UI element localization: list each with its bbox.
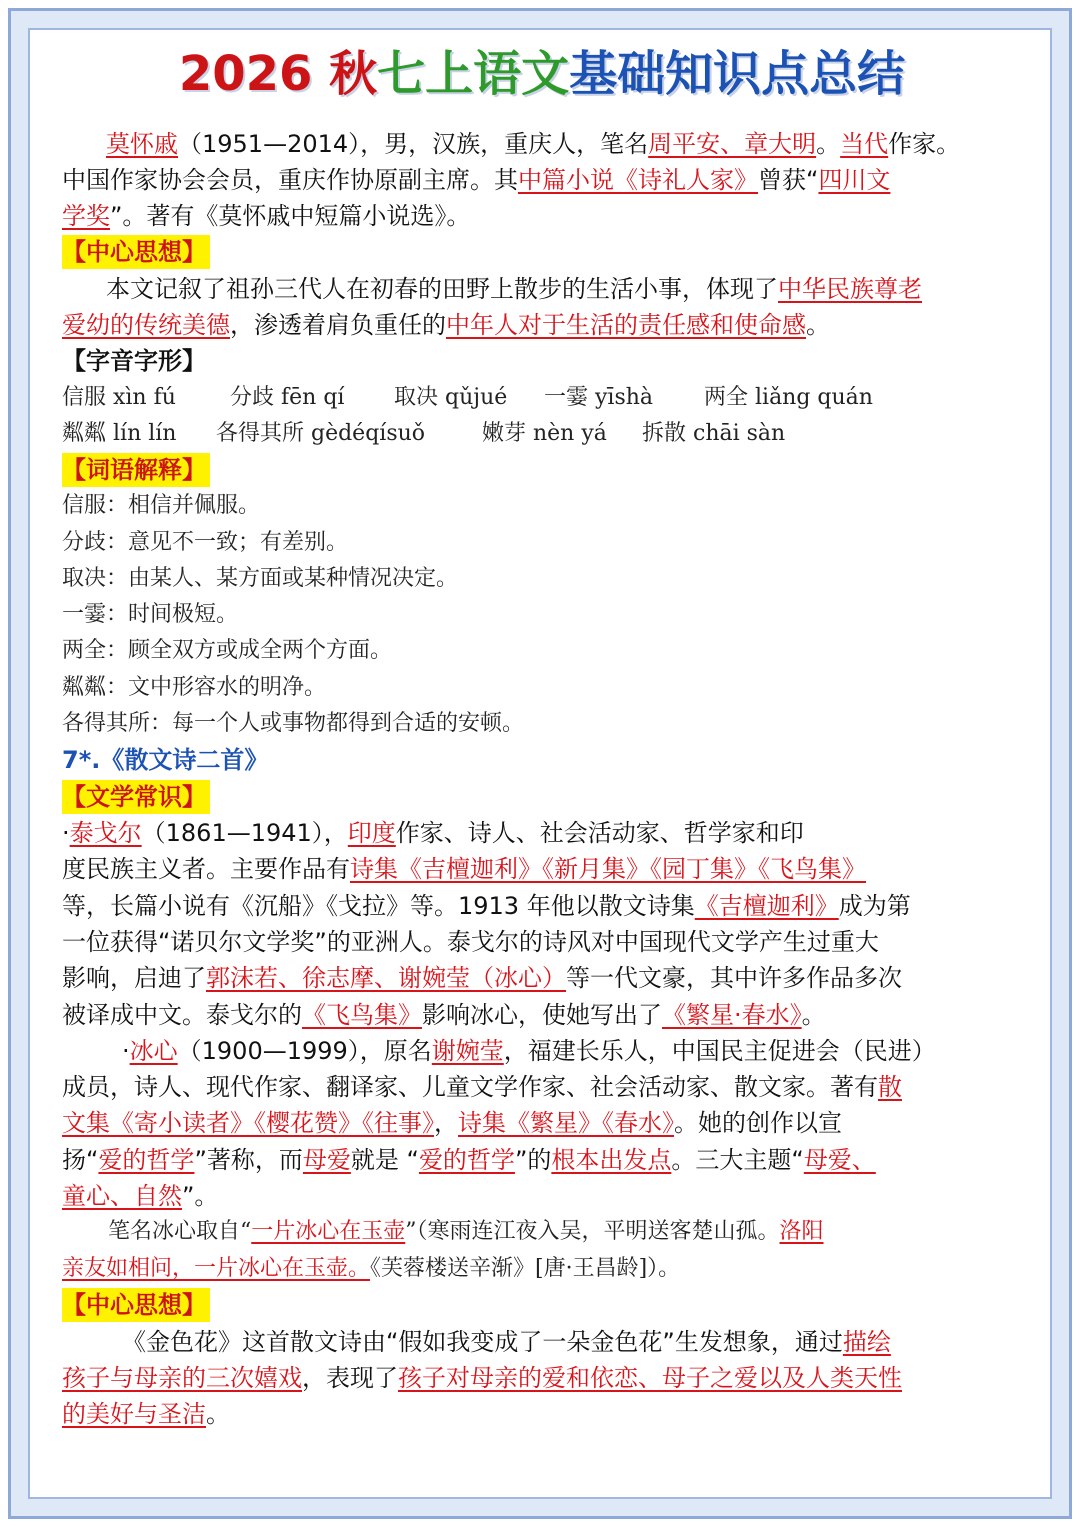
text: 本文记叙了祖孙三代人在初春的田野上散步的生活小事，体现了 [106,275,778,303]
text: 影响冰心，使她写出了 [422,1001,662,1029]
text: 一位获得“诺贝尔文学奖”的亚洲人。泰戈尔的诗风对中国现代文学产生过重大 [62,928,879,956]
highlight: 描绘 [842,1328,891,1356]
section-heading-center-2 [62,1287,1022,1323]
bingxin-line-4 [62,1142,1022,1178]
bingxin-line-3 [62,1105,1022,1141]
text: 被译成中文。泰戈尔的 [62,1001,302,1029]
text: 作家、诗人、社会活动家、哲学家和印 [395,819,804,847]
text: 等一代文豪，其中许多作品多次 [566,964,902,992]
author-text: （1951—2014），男，汉族，重庆人，笔名 [178,130,649,158]
lesson-title: 7*.《散文诗二首》 [62,746,269,774]
section-heading-vocab [62,452,1022,488]
text: ”。著有《莫怀戚中短篇小说选》。 [110,202,471,230]
bingxin-line-5 [62,1178,1022,1214]
vocab-item: 各得其所：每一个人或事物都得到合适的安顿。 [62,711,525,736]
text: ，表现了 [302,1364,398,1392]
text: 。她的创作以宣 [674,1109,842,1137]
real-name: 谢婉莹 [431,1037,504,1065]
highlight: 的美好与圣洁 [62,1400,206,1428]
author-intro-line-1 [62,126,1022,162]
novel-title: 中篇小说《诗礼人家》 [518,166,758,194]
literature-tag: 【文学常识】 [62,780,210,814]
bingxin-line-1 [62,1033,1022,1069]
title-part-2: 七上语文 [377,46,570,102]
pen-names: 周平安、章大明 [648,130,817,158]
award-cont: 学奖 [62,202,110,230]
highlight: 亲友如相问，一片冰心在玉壶。 [62,1256,371,1281]
text: 笔名冰心取自“ [108,1219,252,1244]
highlight: 爱的哲学 [98,1146,195,1174]
text: ”。 [182,1182,219,1210]
work: 《繁星·春水》 [662,1001,802,1029]
pinyin-item: 一霎 yīshà [544,385,654,410]
center-idea-tag: 【中心思想】 [62,1288,210,1322]
text: ， [434,1109,458,1137]
text-writer: 作家。 [888,130,961,158]
text: 等，长篇小说有《沉船》《戈拉》等。1913 年他以散文诗集 [62,892,695,920]
text: 。 [206,1400,230,1428]
bingxin-line-7 [62,1251,1022,1287]
text: 中国作家协会会员，重庆作协原副主席。其 [62,166,518,194]
author-name: 泰戈尔 [69,819,142,847]
text: 。 [806,311,830,339]
pinyin-item: 信服 xìn fú [62,385,176,410]
work: 《吉檀迦利》 [694,892,839,920]
pinyin-item: 嫩芽 nèn yá [482,421,607,446]
pronunciation-row-2 [62,416,1022,452]
highlight: 爱的哲学 [418,1146,515,1174]
highlight: 童心、自然 [62,1182,182,1210]
highlight: 根本出发点 [551,1146,672,1174]
highlight: 散 [878,1073,902,1101]
center1-line-1 [62,271,1022,307]
highlight: 孩子对母亲的爱和依恋、母子之爱以及人类天性 [398,1364,902,1392]
lesson-heading [62,742,1022,778]
text: 扬“ [62,1146,99,1174]
award: 四川文 [818,166,891,194]
center2-line-2 [62,1360,1022,1396]
center2-line-3 [62,1396,1022,1432]
bingxin-line-6 [62,1214,1022,1250]
text: （1861—1941）， [141,819,348,847]
vocab-item: 两全：顾全双方或成全两个方面。 [62,638,393,663]
text: 。 [801,1001,826,1029]
text: 度民族主义者。主要作品有 [62,855,350,883]
highlight: 母爱、 [803,1146,876,1174]
author-name: 冰心 [129,1037,178,1065]
vocab-item: 粼粼：文中形容水的明净。 [62,675,327,700]
bullet: · [62,819,70,847]
text: ，福建长乐人，中国民主促进会（民进） [503,1037,936,1065]
bingxin-line-2 [62,1069,1022,1105]
text: ”的 [514,1146,552,1174]
author-name: 莫怀戚 [106,130,178,158]
pronunciation-row-1 [62,380,1022,416]
vocab-item: 信服：相信并佩服。 [62,493,261,518]
highlight: 中年人对于生活的责任感和使命感 [446,311,806,339]
tagore-line-6 [62,997,1022,1033]
title-part-1: 2026 秋 [178,46,378,102]
tagore-line-3 [62,888,1022,924]
tagore-line-4 [62,924,1022,960]
text: ，渗透着肩负重任的 [230,311,446,339]
tagore-line-2 [62,851,1022,887]
center1-line-2 [62,307,1022,343]
tagore-line-5 [62,960,1022,996]
pinyin-item: 各得其所 gèdéqísuǒ [216,421,426,446]
highlight: 爱幼的传统美德 [62,311,230,339]
highlight: 孩子与母亲的三次嬉戏 [62,1364,302,1392]
vocab-tag: 【词语解释】 [62,453,210,487]
works: 诗集《繁星》《春水》 [458,1109,674,1137]
text: 影响，启迪了 [62,964,206,992]
text: 就是 “ [350,1146,419,1174]
country: 印度 [347,819,396,847]
vocab-item: 一霎：时间极短。 [62,602,239,627]
pinyin-item: 两全 liǎng quán [704,385,873,410]
text-period: 。 [816,130,841,158]
era: 当代 [840,130,889,158]
pronunciation-tag: 【字音字形】 [62,347,206,375]
section-heading-pronunciation [62,343,1022,379]
works: 诗集《吉檀迦利》《新月集》《园丁集》《飞鸟集》 [350,855,866,883]
text: ”（寒雨连江夜入吴，平明送客楚山孤。 [405,1219,780,1244]
pinyin-item: 粼粼 lín lín [62,421,177,446]
section-heading-literature [62,779,1022,815]
text: 。三大主题“ [671,1146,804,1174]
page-title [62,44,1022,104]
text: ”著称，而 [194,1146,303,1174]
author-intro-line-3 [62,198,1022,234]
highlight: 中华民族尊老 [778,275,922,303]
pinyin-item: 取决 qǔjué [394,385,508,410]
text: 成员，诗人、现代作家、翻译家、儿童文学作家、社会活动家、散文家。著有 [62,1073,878,1101]
text: （1900—1999），原名 [177,1037,432,1065]
vocab-item: 取决：由某人、某方面或某种情况决定。 [62,566,459,591]
center2-line-1 [62,1324,1022,1360]
work: 《飞鸟集》 [302,1001,422,1029]
tagore-line-1 [62,815,1022,851]
text: 《金色花》这首散文诗由“假如我变成了一朵金色花”生发想象，通过 [122,1328,843,1356]
text: 《芙蓉楼送辛渐》[唐·王昌龄]）。 [370,1256,681,1281]
bullet: · [122,1037,130,1065]
highlight: 洛阳 [779,1219,824,1244]
center-idea-tag: 【中心思想】 [62,235,210,269]
author-intro-line-2 [62,162,1022,198]
text: 曾获“ [758,166,819,194]
highlight: 一片冰心在玉壶 [251,1219,406,1244]
works: 文集《寄小读者》《樱花赞》《往事》 [62,1109,434,1137]
highlight: 母爱 [302,1146,351,1174]
title-part-3: 基础知识点总结 [569,46,906,102]
vocab-item: 分歧：意见不一致；有差别。 [62,530,349,555]
pinyin-item: 分歧 fēn qí [230,385,345,410]
document-body [62,0,1022,1440]
highlight: 郭沫若、徐志摩、谢婉莹（冰心） [206,964,566,992]
text: 成为第 [838,892,911,920]
section-heading-center-1 [62,234,1022,270]
pinyin-item: 拆散 chāi sàn [642,421,786,446]
